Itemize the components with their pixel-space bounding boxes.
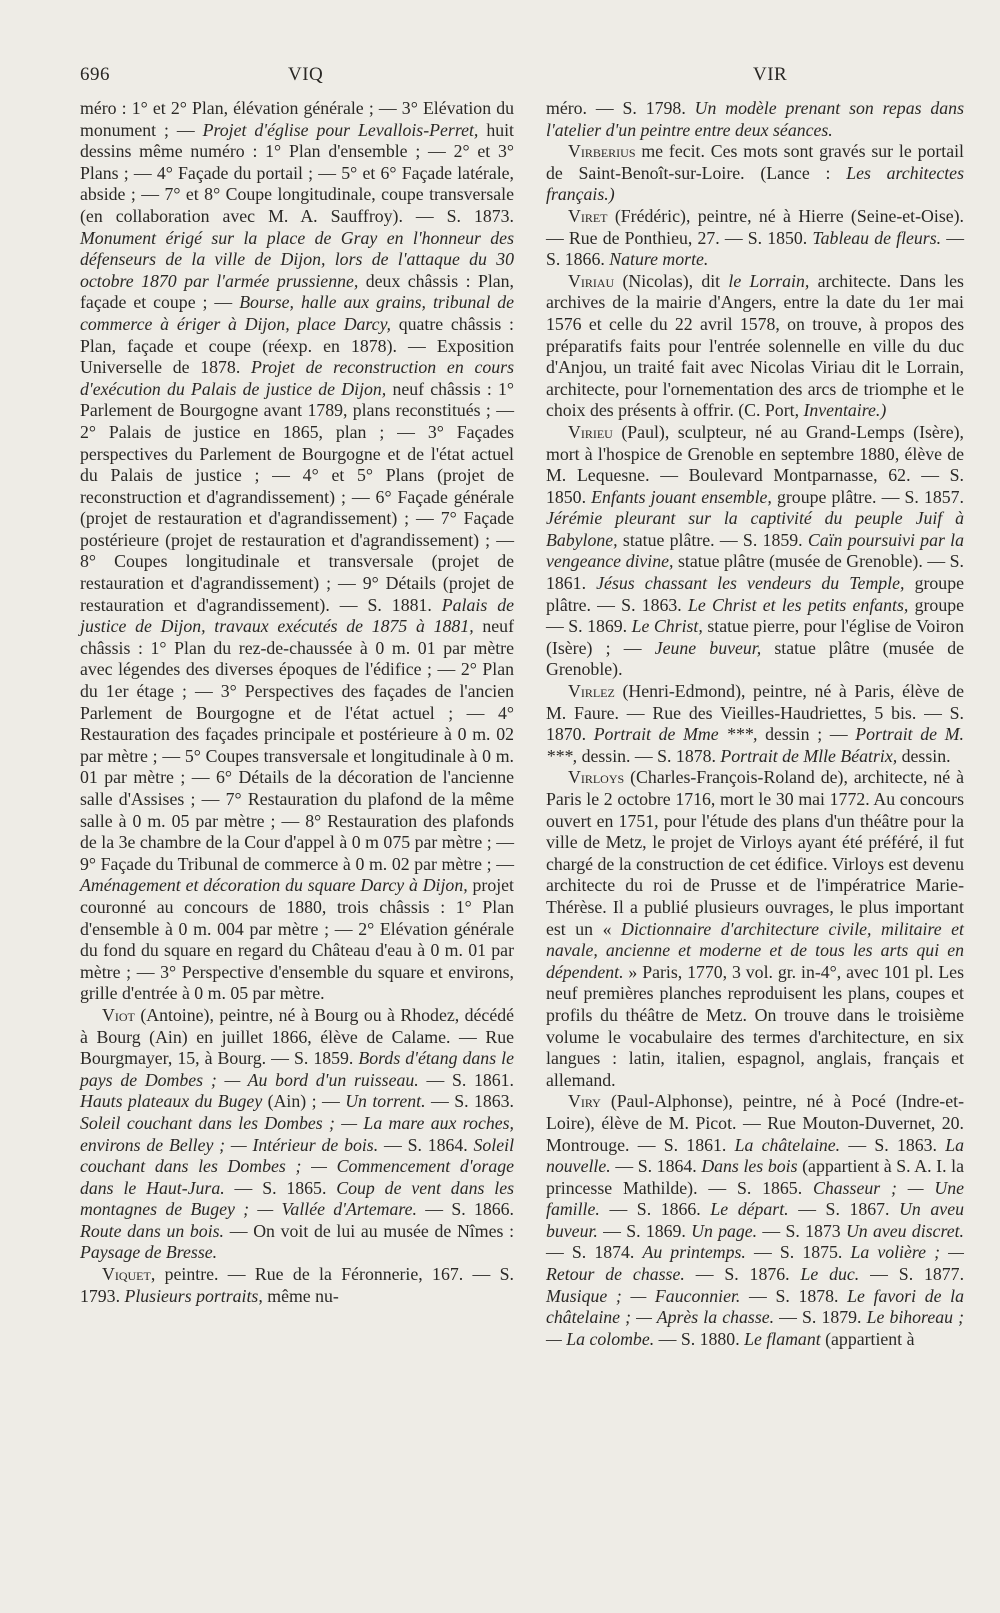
- work-title: Le duc.: [800, 1264, 860, 1285]
- work-title: Le Christ,: [631, 616, 703, 637]
- work-title: Un torrent.: [345, 1091, 426, 1112]
- entry-text: — S. 1864.: [383, 1134, 468, 1155]
- entry-text: — S. 1874.: [546, 1242, 635, 1263]
- entry-text: neuf châssis : 1° Plan du rez-de-chaussée à 0 m. 01 par mètre avec légendes des diverses époques de l'édifice ; — 2° Plan du 1er étage ; — 3° Perspectives des façades de l'ancien Parlement de Bourgogne et de l'état actuel ; — 4° Restauration des façades principale et postérieure à 0 m. 02 par mètre ; — 5° Coupes transversale et longitudinale à 0 m. 01 par mètre ; — 6° Détails de la décoration de l'ancienne salle d'Assises ; — 7° Restauration du plafond de la même salle à 0 m. 05 par mètre ; — 8° Restauration des plafonds de la 3e chambre de la Cour d'appel à 0 m 075 par mètre ; — 9° Façade du Tribunal de commerce à 0 m. 02 par mètre ; —: [80, 616, 514, 874]
- entry-text: — S. 1876.: [695, 1264, 790, 1285]
- entry-text: huit dessins même numéro : 1° Plan d'ensemble ; — 2° et 3° Plans ; — 4° Façade du portail ; — 5° et 6° Façade latérale, abside ; — 7° et 8° Coupe longitudinale, coupe transversale (en collaboration avec M. A. Sauffroy). — S. 1873.: [80, 119, 514, 226]
- entry-text: architecte. Dans les archives de la mairie d'Angers, entre la date du 1er mai 1576 et celle du 22 avril 1578, on trouve, à propos des préparatifs faits pour l'entrée solennelle en ville du duc d'Anjou, un traité fait avec Nicolas Viriau dit le Lorrain, architecte, pour l'ornementation des arcs de triomphe et le choix des présents à offrir. (C. Port,: [546, 270, 964, 421]
- entry-name: Virloys: [568, 767, 625, 788]
- entry-text: groupe plâtre. — S. 1863.: [546, 573, 964, 615]
- entry-name: Viot: [102, 1004, 135, 1025]
- work-title: Musique ; — Fauconnier.: [546, 1285, 741, 1306]
- entry-text: — S. 1866.: [609, 1199, 701, 1220]
- work-title: Au printemps.: [642, 1242, 746, 1263]
- work-title: La nouvelle.: [546, 1134, 965, 1177]
- work-title: Un page.: [691, 1220, 758, 1241]
- entry-text: — S. 1866.: [425, 1199, 514, 1220]
- entry-text: (Henri-Edmond), peintre, né à Paris, élève de M. Faure. — Rue des Vieilles-Haudriettes, 5 bis. — S. 1870.: [546, 681, 964, 745]
- entry-text: — S. 1863.: [848, 1134, 937, 1155]
- work-title: Route dans un bois.: [80, 1220, 225, 1241]
- work-title: Le flamant: [744, 1328, 821, 1349]
- work-title: Un aveu buveur.: [546, 1199, 964, 1241]
- work-title: Inventaire.): [803, 400, 887, 421]
- work-title: Soleil couchant dans les Dombes ; — La mare aux roches, environs de Belley ; — Intérieur de bois.: [80, 1112, 514, 1155]
- work-title: le Lorrain,: [728, 270, 810, 291]
- left-column: [80, 98, 514, 1307]
- entry-text: même nu-: [267, 1285, 339, 1306]
- entry-viquet: [80, 1264, 514, 1307]
- entry-text: — S. 1877.: [870, 1264, 965, 1285]
- work-title: Jésus chassant les vendeurs du Temple,: [596, 573, 905, 594]
- work-title: Portrait de M. ***,: [546, 724, 964, 766]
- entry-text: dessin. — S. 1878.: [581, 745, 716, 766]
- entry-viot: [80, 1005, 514, 1264]
- entry-text: (appartient à: [825, 1328, 915, 1349]
- entry-text: méro : 1° et 2° Plan, élévation générale ; — 3° Elévation du monument ; —: [80, 98, 514, 140]
- entry-text: — S. 1866.: [546, 227, 965, 270]
- entry-virieu: [546, 422, 964, 681]
- entry-text: — S. 1869.: [603, 1220, 686, 1241]
- entry-text: — S. 1865.: [234, 1177, 327, 1198]
- work-title: Coup de vent dans les montagnes de Bugey ; — Vallée d'Artemare.: [80, 1177, 515, 1220]
- entry-virberius: [546, 141, 964, 206]
- entry-name: Viquet: [102, 1264, 151, 1285]
- work-title: Aménagement et décoration du square Darcy à Dijon,: [80, 875, 468, 896]
- page-number: 696: [80, 64, 110, 85]
- entry-text: (Nicolas), dit: [622, 270, 721, 291]
- entry-text: (appartient à S. A. I. la princesse Mathilde). — S. 1865.: [546, 1156, 964, 1198]
- entry-text: méro. — S. 1798.: [546, 98, 686, 118]
- work-title: Monument érigé sur la place de Gray en l'honneur des défenseurs de la ville de Dijon, lors de l'attaque du 30 octobre 1870 par l'armée prussienne,: [80, 227, 514, 291]
- work-title: Portrait de Mlle Béatrix,: [720, 745, 898, 766]
- entry-text: » Paris, 1770, 3 vol. gr. in-4°, avec 101 pl. Les neuf premières planches reproduisent les plans, coupes et profils du théâtre de Metz. On trouve dans le troisième volume le vocabulaire des termes d'architecture, en six langues : latin, italien, espagnol, anglais, français et allemand.: [546, 961, 964, 1090]
- work-title: Caïn poursuivi par la vengeance divine,: [546, 529, 964, 572]
- entry-text: (Frédéric), peintre, né à Hierre (Seine-et-Oise). — Rue de Ponthieu, 27. — S. 1850.: [546, 205, 964, 248]
- entry-text: quatre châssis : Plan, façade et coupe (réexp. en 1878). — Exposition Universelle de 1878.: [80, 313, 514, 378]
- entry-text: — S. 1864.: [615, 1156, 697, 1177]
- entry-name: Viret: [568, 205, 608, 226]
- entry-text: — S. 1880.: [658, 1328, 740, 1349]
- entry-text: — S. 1878.: [749, 1285, 839, 1306]
- entry-text: — S. 1861.: [426, 1069, 515, 1090]
- entry-text: — S. 1863.: [430, 1091, 514, 1112]
- entry-text: (Antoine), peintre, né à Bourg ou à Rhodez, décédé à Bourg (Ain) en juillet 1866, élève de Calame. — Rue Bourgmayer, 15, à Bourg. — S. 1859.: [80, 1004, 514, 1069]
- entry-viret: [546, 206, 964, 271]
- entry-text: (Paul-Alphonse), peintre, né à Pocé (Indre-et-Loire), élève de M. Picot. — Rue Mouton-Duvernet, 20. Montrouge. — S. 1861.: [546, 1091, 964, 1155]
- work-title: Portrait de Mme ***,: [593, 724, 758, 745]
- work-title: Le favori de la châtelaine ; — Après la chasse.: [546, 1285, 964, 1328]
- work-title: La volière ; — Retour de chasse.: [546, 1242, 964, 1285]
- right-column: [546, 98, 964, 1350]
- work-title: Un modèle prenant son repas dans l'atelier d'un peintre entre deux séances.: [546, 98, 964, 140]
- entry-name: Virieu: [568, 421, 613, 442]
- entry-text: , peintre. — Rue de la Féronnerie, 167. — S. 1793.: [80, 1264, 514, 1306]
- entry-text: statue plâtre (musée de Grenoble).: [546, 637, 964, 680]
- entry-text: — S. 1873: [762, 1220, 841, 1241]
- entry-text: — S. 1867.: [798, 1199, 890, 1220]
- work-title: Enfants jouant ensemble,: [591, 486, 772, 507]
- entry-virlez: [546, 681, 964, 767]
- work-title: Chasseur ; — Une famille.: [546, 1177, 964, 1220]
- left-running-head: VIQ: [288, 64, 324, 85]
- entry-text: — S. 1875.: [754, 1242, 843, 1263]
- work-title: Paysage de Bresse.: [80, 1242, 218, 1263]
- work-title: Dictionnaire d'architecture civile, militaire et navale, ancienne et moderne et de tous les arts qui en dépendent.: [546, 918, 964, 982]
- right-running-head: VIR: [753, 64, 788, 85]
- work-title: Les architectes français.): [546, 162, 964, 205]
- entry-text: neuf châssis : 1° Parlement de Bourgogne avant 1789, plans reconstitués ; — 2° Palais de justice en 1865, plan ; — 3° Façades perspectives du Parlement de Bourgogne et de l'état actuel du Palais de justice ; — 4° et 5° Plans (projet de reconstruction et d'agrandissement) ; — 6° Façade générale (projet de restauration et d'agrandissement) ; — 7° Façade postérieure (projet de restauration et d'agrandissement) ; — 8° Coupes longitudinale et transversale (projet de restauration et d'agrandissement) ; — 9° Détails (projet de restauration et d'agrandissement). — S. 1881.: [80, 378, 514, 615]
- entry-text: deux châssis : Plan, façade et coupe ; —: [80, 270, 514, 313]
- work-title: Un aveu discret.: [845, 1220, 964, 1241]
- entry-text: dessin ; —: [765, 724, 848, 745]
- entry-viry: [546, 1091, 964, 1350]
- work-title: Projet de reconstruction en cours d'exécution du Palais de justice de Dijon,: [80, 357, 514, 399]
- work-title: La châtelaine.: [734, 1134, 841, 1155]
- entry-text: statue pierre, pour l'église de Voiron (Isère) ; —: [546, 616, 964, 658]
- entry-continuation: [80, 98, 514, 1005]
- work-title: Le départ.: [710, 1199, 789, 1220]
- work-title: Nature morte.: [609, 249, 709, 270]
- work-title: Dans les bois: [701, 1156, 798, 1177]
- entry-name: Virberius: [568, 141, 636, 162]
- entry-text: statue plâtre. — S. 1859.: [622, 529, 803, 550]
- work-title: Le bihoreau ; — La colombe.: [546, 1307, 965, 1349]
- work-title: Bords d'étang dans le pays de Dombes ; — Au bord d'un ruisseau.: [80, 1048, 514, 1090]
- entry-text: — On voit de lui au musée de Nîmes :: [229, 1220, 515, 1241]
- entry-name: Virlez: [568, 681, 615, 702]
- entry-text: groupe — S. 1869.: [546, 594, 965, 637]
- entry-continuation: [546, 98, 964, 141]
- entry-text: me fecit. Ces mots sont gravés sur le portail de Saint-Benoît-sur-Loire. (Lance :: [546, 141, 964, 183]
- work-title: Plusieurs portraits,: [124, 1285, 263, 1306]
- work-title: Bourse, halle aux grains, tribunal de commerce à ériger à Dijon, place Darcy,: [80, 292, 514, 334]
- entry-text: groupe plâtre. — S. 1857.: [777, 486, 964, 507]
- work-title: Soleil couchant dans les Dombes ; — Commencement d'orage dans le Haut-Jura.: [80, 1134, 515, 1198]
- work-title: Hauts plateaux du Bugey: [80, 1091, 263, 1112]
- entry-text: (Charles-François-Roland de), architecte, né à Paris le 2 octobre 1716, mort le 30 mai 1772. Au concours ouvert en 1751, pour l'étude des plans d'un théâtre pour la ville de Metz, le projet de Virloys ayant été préféré, il fut chargé de la construction de cet édifice. Virloys est devenu architecte du roi de Prusse et de l'impératrice Marie-Thérèse. Il a publié plusieurs ouvrages, le plus important est un «: [546, 767, 964, 939]
- entry-virloys: [546, 767, 964, 1091]
- work-title: Jeune buveur,: [654, 637, 762, 658]
- work-title: Tableau de fleurs.: [812, 227, 942, 248]
- entry-text: dessin.: [901, 745, 951, 766]
- work-title: Jérémie pleurant sur la captivité du peuple Juif à Babylone,: [546, 508, 964, 550]
- entry-text: (Ain) ; —: [267, 1091, 340, 1112]
- entry-name: Viry: [568, 1091, 601, 1112]
- work-title: Projet d'église pour Levallois-Perret,: [202, 119, 479, 140]
- entry-text: (Paul), sculpteur, né au Grand-Lemps (Isère), mort à l'hospice de Grenoble en septembre 1880, élève de M. Lequesne. — Boulevard Montparnasse, 62. — S. 1850.: [546, 421, 964, 507]
- work-title: Le Christ et les petits enfants,: [688, 594, 909, 615]
- entry-text: — S. 1879.: [779, 1307, 862, 1328]
- entry-text: statue plâtre (musée de Grenoble). — S. 1861.: [546, 551, 964, 594]
- entry-name: Viriau: [568, 270, 615, 291]
- work-title: Palais de justice de Dijon, travaux exécutés de 1875 à 1881,: [80, 594, 514, 637]
- entry-text: projet couronné au concours de 1880, trois châssis : 1° Plan d'ensemble à 0 m. 004 par mètre ; — 2° Elévation générale du fond du square en regard du Château d'eau à 0 m. 01 par mètre ; — 3° Perspective d'ensemble du square et environs, grille d'entrée à 0 m. 05 par mètre.: [80, 875, 514, 1004]
- entry-viriau: [546, 271, 964, 422]
